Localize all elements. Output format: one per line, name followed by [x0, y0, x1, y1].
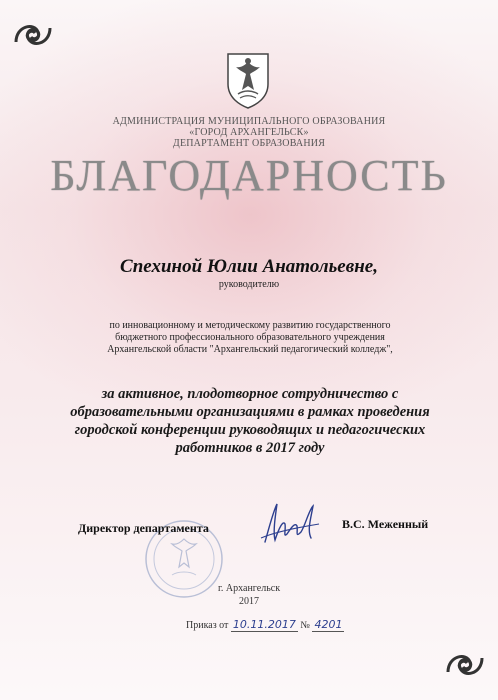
- order-date: 10.11.2017: [232, 618, 296, 631]
- gratitude-line-4: работников в 2017 году: [175, 440, 325, 456]
- recipient-position: руководителю: [218, 279, 280, 290]
- recipient-description: [80, 320, 420, 356]
- gratitude-text: [70, 385, 430, 457]
- city: г. Архангельск: [217, 583, 281, 594]
- description-line-3: Архангельской области "Архангельский педагогический колледж",: [107, 344, 393, 355]
- signature: [255, 498, 325, 548]
- corner-ornament-icon: [10, 12, 56, 58]
- description-line-2: бюджетного профессионального образовательного учреждения: [115, 332, 385, 343]
- gratitude-line-2: образовательными организациями в рамках проведения: [70, 404, 430, 420]
- corner-ornament-icon: [442, 642, 488, 688]
- year: 2017: [239, 596, 259, 607]
- certificate-title: БЛАГОДАРНОСТЬ: [50, 151, 448, 200]
- description-line-1: по инновационному и методическому развитию государственного: [109, 320, 391, 331]
- order-prefix: Приказ от: [186, 620, 229, 631]
- admin-header-line-3: ДЕПАРТАМЕНТ ОБРАЗОВАНИЯ: [172, 138, 326, 149]
- gratitude-line-3: городской конференции руководящих и педагогических: [74, 422, 426, 438]
- signatory-label: Директор департамента: [78, 521, 209, 535]
- coat-of-arms-icon: [224, 50, 272, 110]
- order-number-prefix: №: [300, 620, 310, 631]
- signatory-name: В.С. Меженный: [342, 517, 429, 531]
- order-number: 4201: [314, 618, 343, 631]
- admin-header-line-2: «ГОРОД АРХАНГЕЛЬСК»: [189, 127, 309, 138]
- recipient-name: Спехиной Юлии Анатольевне,: [120, 256, 378, 277]
- gratitude-line-1: за активное, плодотворное сотрудничество с: [101, 386, 399, 402]
- admin-header-line-1: АДМИНИСТРАЦИЯ МУНИЦИПАЛЬНОГО ОБРАЗОВАНИЯ: [112, 116, 386, 127]
- order-line: [186, 618, 344, 631]
